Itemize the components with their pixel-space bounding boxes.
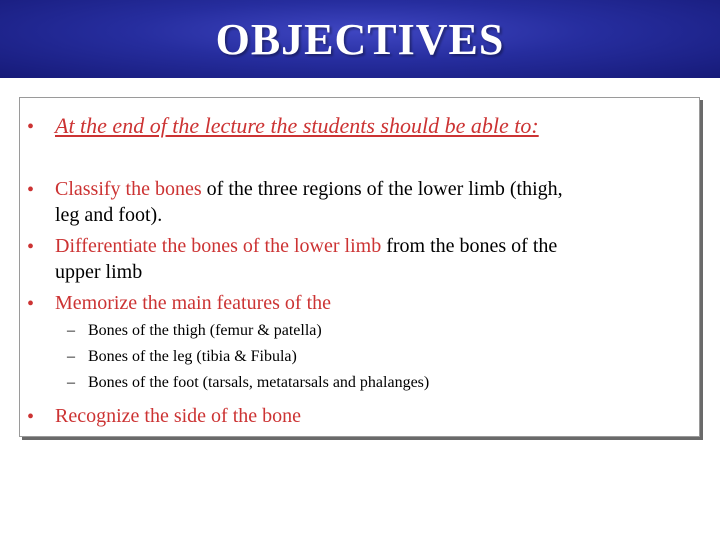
title-banner [0,0,720,78]
sub-item: Bones of the foot (tarsals, metatarsals and phalanges) [88,374,430,391]
slide-title: OBJECTIVES [215,14,505,64]
bullet-icon: • [27,179,35,201]
bullet-icon: • [27,406,35,428]
sub-item: Bones of the leg (tibia & Fibula) [88,348,297,365]
objective-item [55,235,557,258]
objective-highlight: Memorize the main features of the [55,292,331,314]
objective-text: from the bones of the [381,235,558,257]
bullet-icon: • [27,236,35,258]
bullet-icon: • [27,293,35,315]
dash-icon: – [67,374,75,391]
objective-text: of the three regions of the lower limb (thigh, [201,178,563,200]
objective-item [55,292,331,315]
objective-continuation: leg and foot). [55,204,163,226]
objective-continuation: upper limb [55,261,143,283]
objective-item [55,178,563,201]
bullet-icon: • [27,116,35,138]
objective-highlight: Classify the bones [55,178,202,200]
objective-item [55,405,301,428]
dash-icon: – [67,322,75,339]
objective-highlight: Recognize the side of the bone [55,405,302,427]
intro-text: At the end of the lecture the students should be able to: [55,113,539,138]
objective-highlight: Differentiate the bones of the lower limb [55,235,382,257]
sub-item: Bones of the thigh (femur & patella) [88,322,322,339]
dash-icon: – [67,348,75,365]
